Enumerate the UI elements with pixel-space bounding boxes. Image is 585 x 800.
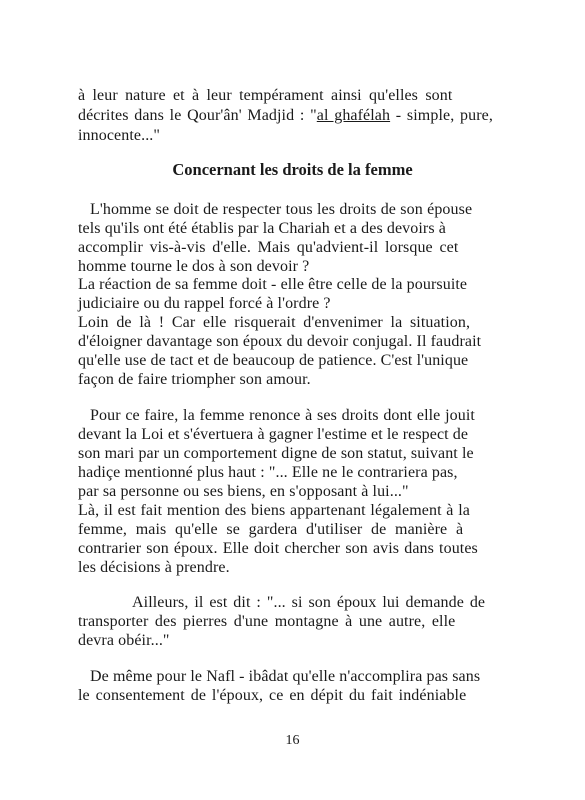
para1-line-10: façon de faire triompher son amour. [78,371,311,388]
page-number: 16 [285,733,300,748]
para4-line-1: De même pour le Nafl - ibâdat qu'elle n'accomplira pas sans [90,668,481,685]
para1-line-3: accomplir vis-à-vis d'elle. Mais qu'advient-il lorsque cet [78,239,459,256]
al-ghafelah-term: al ghafélah [316,107,391,124]
para1-line-1: L'homme se doit de respecter tous les droits de son épouse [90,201,473,218]
para2-line-7: femme, mais qu'elle se gardera d'utiliser de manière à [78,521,464,538]
para1-line-5: La réaction de sa femme doit - elle être celle de la poursuite [78,276,468,293]
para3-line-1: Ailleurs, il est dit : "... si son époux lui demande de [132,594,486,611]
para2-line-2: devant la Loi et s'évertuera à gagner l'estime et le respect de [78,426,469,443]
intro-line-3: innocente..." [78,127,161,144]
intro-line-2 [78,106,493,126]
para2-line-4: hadiçe mentionné plus haut : "... Elle ne le contrariera pas, [78,464,458,481]
para2-line-1: Pour ce faire, la femme renonce à ses droits dont elle jouit [90,407,475,424]
para2-line-8: contrarier son époux. Elle doit chercher son avis dans toutes [78,540,478,557]
para2-line-6: Là, il est fait mention des biens appartenant légalement à la [78,502,470,519]
para3-line-2: transporter des pierres d'une montagne à une autre, elle [78,613,456,630]
intro-line-2-end: - simple, pure, [390,107,493,124]
para2-line-5: par sa personne ou ses biens, en s'opposant à lui..." [78,483,409,500]
para2-line-3: son mari par un comportement digne de son statut, suivant le [78,445,474,462]
para4-line-2: le consentement de l'époux, ce en dépit du fait indéniable [78,687,467,704]
para1-line-2: tels qu'ils ont été établis par la Chariah et a des devoirs à [78,220,446,237]
para1-line-9: qu'elle use de tact et de beaucoup de patience. C'est l'unique [78,352,469,369]
section-heading: Concernant les droits de la femme [172,160,413,179]
para1-line-4: homme tourne le dos à son devoir ? [78,258,310,275]
para2-line-9: les décisions à prendre. [78,559,230,576]
para1-line-6: judiciaire ou du rappel forcé à l'ordre ? [78,295,331,312]
para1-line-7: Loin de là ! Car elle risquerait d'envenimer la situation, [78,314,471,331]
para1-line-8: d'éloigner davantage son époux du devoir conjugal. Il faudrait [78,333,482,350]
para3-line-3: devra obéir..." [78,632,170,649]
intro-line-2-start: décrites dans le Qour'ân' Madjid : " [78,107,317,124]
intro-line-1: à leur nature et à leur tempérament ainsi qu'elles sont [78,87,453,104]
